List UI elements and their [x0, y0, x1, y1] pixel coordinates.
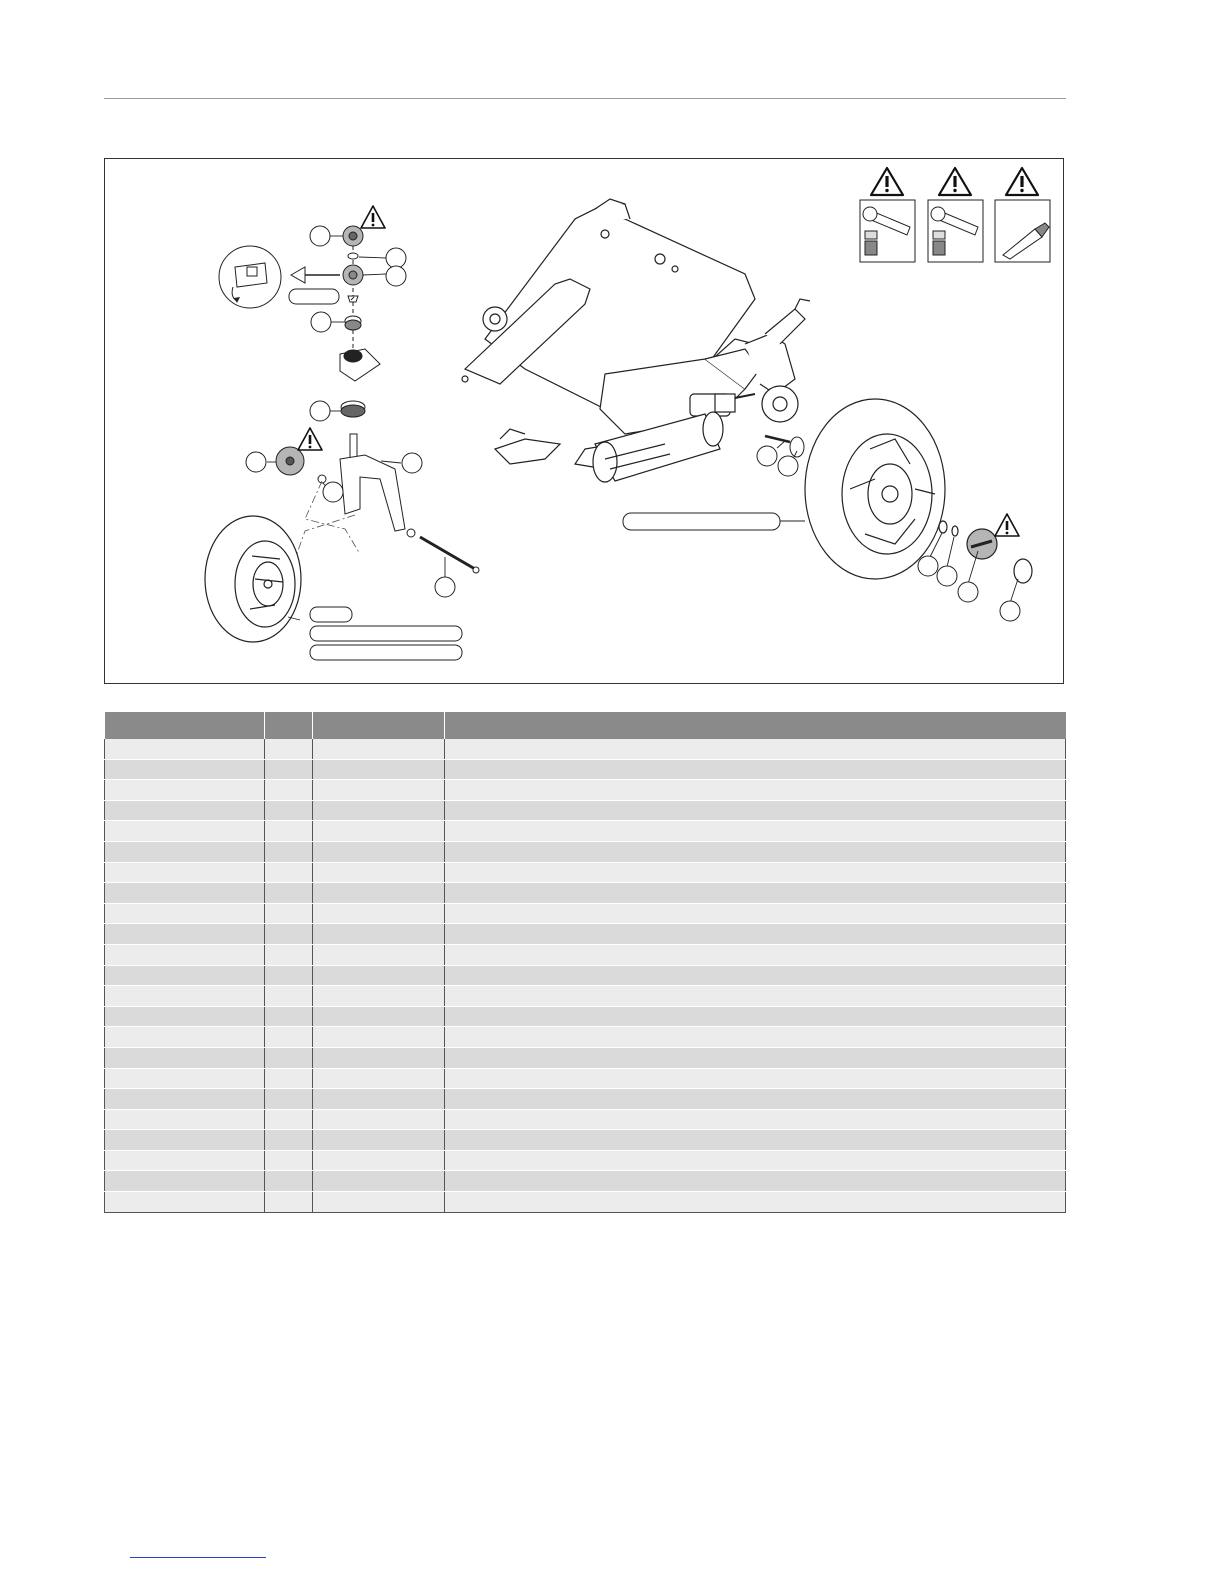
- table-cell: [105, 759, 265, 780]
- table-row: [105, 821, 1066, 842]
- table-row: [105, 1068, 1066, 1089]
- table-row: [105, 1150, 1066, 1171]
- table-cell: [105, 862, 265, 883]
- table-cell: [265, 883, 313, 904]
- table-row: [105, 759, 1066, 780]
- table-row: [105, 1027, 1066, 1048]
- header-rule: [104, 98, 1066, 99]
- parts-table-body: [105, 739, 1066, 1212]
- table-cell: [313, 780, 445, 801]
- table-header-cell: [445, 712, 1066, 739]
- caster-wheel: [205, 516, 301, 642]
- table-cell: [265, 780, 313, 801]
- table-cell: [265, 1150, 313, 1171]
- label-box: [310, 607, 352, 622]
- table-row: [105, 903, 1066, 924]
- tool-panel-torque-1: [860, 168, 915, 262]
- table-cell: [105, 780, 265, 801]
- exploded-view-figure: [104, 158, 1064, 684]
- table-row: [105, 883, 1066, 904]
- table-cell: [105, 944, 265, 965]
- callout: [386, 248, 406, 268]
- table-cell: [445, 1171, 1066, 1192]
- table-cell: [313, 965, 445, 986]
- tool-panel-threadlock: [995, 168, 1050, 262]
- table-cell: [265, 1171, 313, 1192]
- table-cell: [445, 800, 1066, 821]
- table-cell: [445, 862, 1066, 883]
- table-cell: [105, 841, 265, 862]
- table-cell: [445, 1006, 1066, 1027]
- table-cell: [313, 1068, 445, 1089]
- table-row: [105, 739, 1066, 759]
- table-cell: [445, 1047, 1066, 1068]
- table-cell: [105, 1006, 265, 1027]
- callout: [246, 452, 266, 472]
- table-cell: [445, 841, 1066, 862]
- callout: [435, 577, 455, 597]
- table-cell: [105, 924, 265, 945]
- table-cell: [445, 821, 1066, 842]
- table-cell: [313, 1027, 445, 1048]
- callout: [402, 453, 422, 473]
- table-cell: [105, 739, 265, 759]
- table-cell: [265, 903, 313, 924]
- table-cell: [445, 780, 1066, 801]
- table-cell: [445, 1109, 1066, 1130]
- table-row: [105, 944, 1066, 965]
- table-cell: [105, 1047, 265, 1068]
- table-cell: [105, 1171, 265, 1192]
- table-cell: [105, 903, 265, 924]
- table-cell: [313, 1130, 445, 1151]
- table-cell: [105, 1192, 265, 1213]
- table-cell: [445, 903, 1066, 924]
- callout: [323, 482, 343, 502]
- table-row: [105, 1130, 1066, 1151]
- warning-icon: [361, 206, 385, 228]
- warning-icon: [298, 428, 322, 450]
- table-cell: [105, 821, 265, 842]
- callout: [310, 226, 330, 246]
- table-cell: [313, 1047, 445, 1068]
- parts-list-table: [104, 712, 1066, 1213]
- table-cell: [265, 1006, 313, 1027]
- table-row: [105, 862, 1066, 883]
- table-cell: [445, 1068, 1066, 1089]
- callout: [1000, 601, 1020, 621]
- table-cell: [265, 944, 313, 965]
- table-row: [105, 1171, 1066, 1192]
- table-cell: [313, 883, 445, 904]
- table-row: [105, 1109, 1066, 1130]
- table-cell: [265, 862, 313, 883]
- table-cell: [105, 1068, 265, 1089]
- table-cell: [265, 1027, 313, 1048]
- warning-icon: [1006, 168, 1038, 195]
- warning-icon: [871, 168, 903, 195]
- table-cell: [105, 800, 265, 821]
- label-box: [310, 626, 462, 641]
- table-cell: [313, 1109, 445, 1130]
- table-header-cell: [105, 712, 265, 739]
- table-cell: [313, 862, 445, 883]
- table-row: [105, 924, 1066, 945]
- footer-link-underline[interactable]: [130, 1557, 266, 1558]
- label-box: [289, 289, 339, 304]
- table-cell: [265, 821, 313, 842]
- table-cell: [265, 1068, 313, 1089]
- callout: [918, 556, 938, 576]
- table-cell: [265, 924, 313, 945]
- table-cell: [445, 1027, 1066, 1048]
- table-cell: [445, 739, 1066, 759]
- table-cell: [265, 965, 313, 986]
- table-cell: [313, 903, 445, 924]
- warning-icon: [995, 514, 1019, 536]
- table-row: [105, 986, 1066, 1007]
- table-header-cell: [313, 712, 445, 739]
- table-cell: [445, 759, 1066, 780]
- drive-wheel: [805, 399, 1032, 583]
- table-cell: [313, 924, 445, 945]
- table-cell: [445, 965, 1066, 986]
- table-cell: [313, 986, 445, 1007]
- table-cell: [265, 1109, 313, 1130]
- table-cell: [445, 924, 1066, 945]
- table-cell: [105, 965, 265, 986]
- table-row: [105, 965, 1066, 986]
- table-cell: [313, 1192, 445, 1213]
- table-cell: [265, 739, 313, 759]
- table-cell: [445, 1192, 1066, 1213]
- label-box: [623, 513, 780, 530]
- table-row: [105, 1089, 1066, 1110]
- table-cell: [313, 1171, 445, 1192]
- table-row: [105, 1047, 1066, 1068]
- warning-icon: [939, 168, 971, 195]
- callout: [958, 582, 978, 602]
- table-cell: [313, 1006, 445, 1027]
- table-cell: [265, 1130, 313, 1151]
- table-cell: [313, 759, 445, 780]
- table-cell: [265, 1047, 313, 1068]
- table-row: [105, 780, 1066, 801]
- callout: [310, 401, 330, 421]
- table-cell: [105, 1150, 265, 1171]
- table-row: [105, 841, 1066, 862]
- table-cell: [105, 1109, 265, 1130]
- tool-panel-torque-2: [928, 168, 983, 262]
- callout: [778, 456, 798, 476]
- table-cell: [265, 986, 313, 1007]
- table-header-row: [105, 712, 1066, 739]
- table-cell: [105, 1089, 265, 1110]
- table-cell: [445, 1130, 1066, 1151]
- table-cell: [265, 759, 313, 780]
- table-cell: [445, 1150, 1066, 1171]
- table-cell: [105, 883, 265, 904]
- table-cell: [445, 1089, 1066, 1110]
- label-box: [310, 645, 462, 660]
- caster-exploded-parts: [276, 226, 479, 573]
- table-cell: [313, 821, 445, 842]
- table-cell: [105, 986, 265, 1007]
- table-cell: [265, 841, 313, 862]
- table-cell: [445, 944, 1066, 965]
- callout: [937, 566, 957, 586]
- callout: [757, 446, 777, 466]
- table-cell: [265, 1089, 313, 1110]
- table-row: [105, 1192, 1066, 1213]
- table-row: [105, 1006, 1066, 1027]
- table-cell: [105, 1027, 265, 1048]
- chassis-frame: [462, 199, 810, 469]
- table-cell: [105, 1130, 265, 1151]
- table-cell: [313, 944, 445, 965]
- callout: [386, 266, 406, 286]
- table-cell: [313, 1150, 445, 1171]
- table-cell: [313, 841, 445, 862]
- table-cell: [313, 739, 445, 759]
- table-cell: [313, 800, 445, 821]
- exploded-view-drawing: [105, 159, 1065, 685]
- table-row: [105, 800, 1066, 821]
- table-cell: [265, 1192, 313, 1213]
- table-cell: [313, 1089, 445, 1110]
- table-cell: [265, 800, 313, 821]
- table-header-cell: [265, 712, 313, 739]
- table-cell: [445, 883, 1066, 904]
- table-cell: [445, 986, 1066, 1007]
- callout: [311, 312, 331, 332]
